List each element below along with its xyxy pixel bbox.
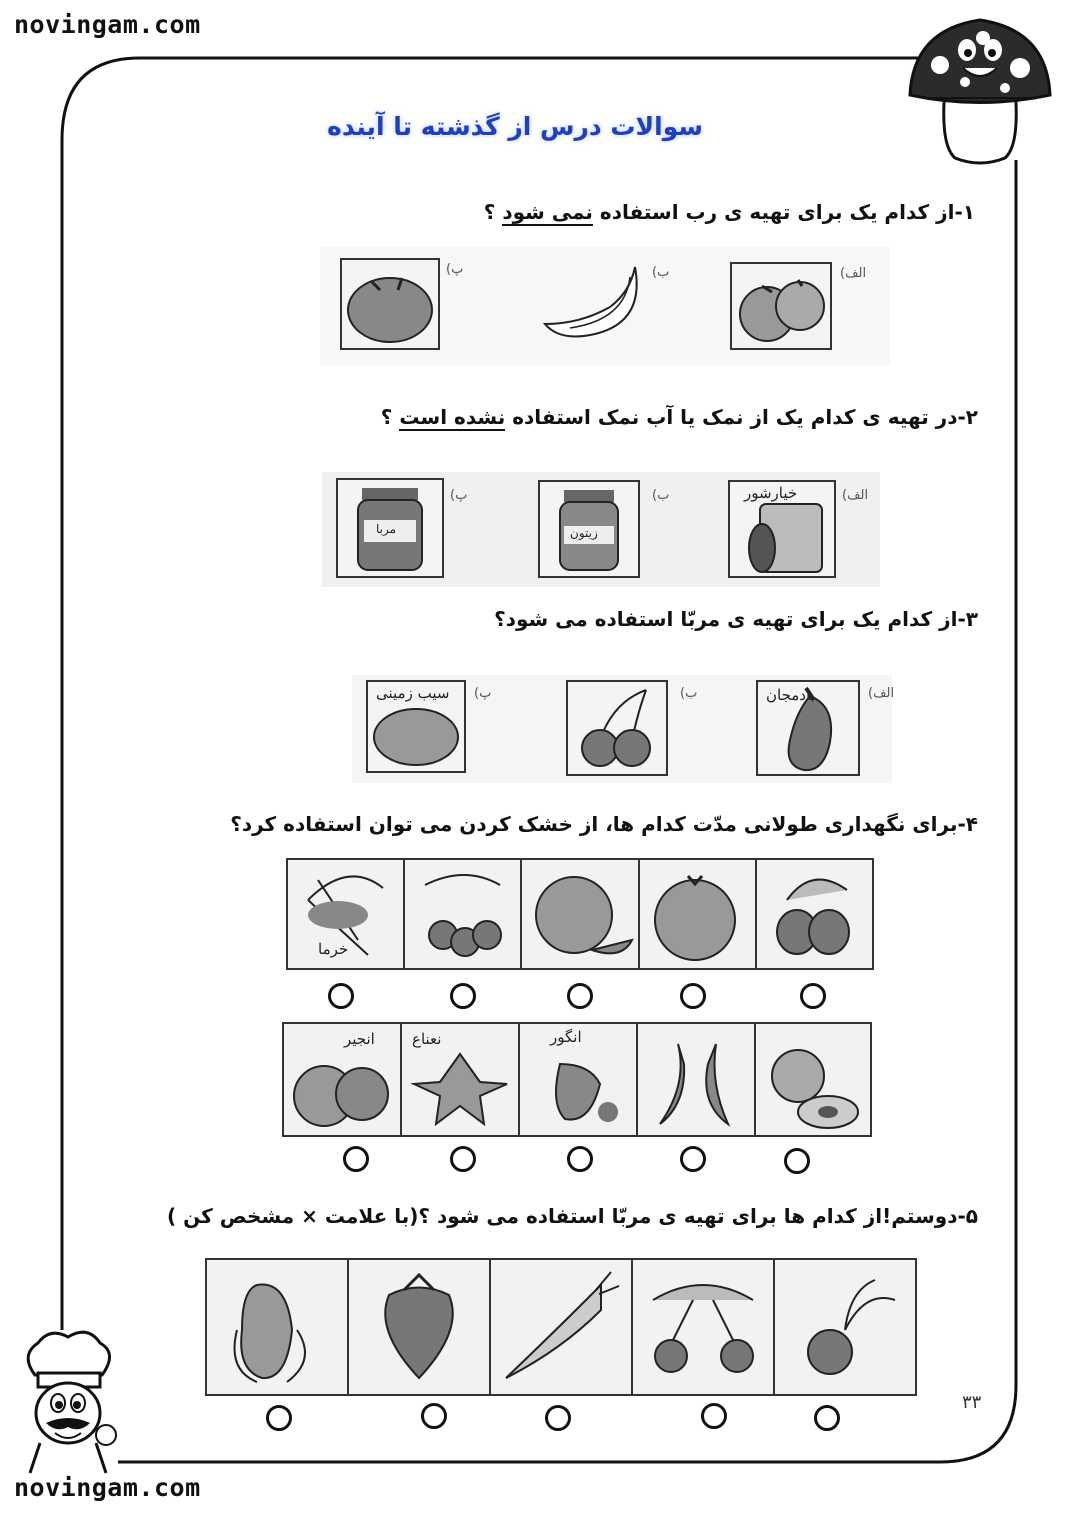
dry-item-1-caption: خرما: [318, 940, 349, 958]
question-1-underlined: نمی شود: [502, 200, 593, 224]
option-1-a-label: الف): [840, 266, 867, 281]
answer-circle-row2-3[interactable]: [567, 1146, 593, 1172]
option-3-a[interactable]: [756, 680, 860, 776]
question-5-text: دوستم!از کدام ها برای تهیه ی مربّا استفاده می شود ؟(با علامت × مشخص کن ): [167, 1204, 958, 1228]
answer-circle-q5-1[interactable]: [266, 1405, 292, 1431]
jam-item-4[interactable]: [631, 1260, 773, 1394]
question-2-mark: ؟: [380, 405, 393, 429]
question-4-number: ۴-: [957, 812, 978, 836]
pepper-icon: [638, 1024, 754, 1136]
dry-item-6-caption: انجیر: [344, 1030, 375, 1048]
dry-item-4[interactable]: [638, 860, 755, 968]
banana-icon: [540, 262, 645, 347]
watermelon-icon: [522, 860, 636, 968]
option-2-b-label: ب): [652, 488, 670, 503]
page-number: ۳۳: [962, 1392, 982, 1413]
jam-item-5[interactable]: [773, 1260, 915, 1394]
cherry-icon: [405, 860, 519, 968]
pomegranate-icon: [640, 860, 754, 968]
cherry-icon: [633, 1260, 771, 1392]
page-title: سوالات درس از گذشته تا آینده: [327, 112, 703, 141]
option-2-b[interactable]: [538, 480, 640, 578]
option-1-c-label: پ): [446, 262, 464, 277]
question-1-number: ۱-: [954, 200, 975, 224]
dry-item-7[interactable]: [400, 1024, 518, 1135]
question-4-row-1: [286, 858, 874, 970]
option-1-b-label: ب): [652, 265, 670, 280]
strawberry-icon: [757, 860, 871, 968]
question-2-number: ۲-: [957, 405, 978, 429]
question-5-row: [205, 1258, 917, 1396]
option-2-c-caption: مربا: [376, 522, 397, 536]
dry-item-7-caption: نعناع: [412, 1030, 442, 1048]
question-2: [381, 405, 978, 429]
question-5: [167, 1204, 978, 1228]
answer-circle-row1-4[interactable]: [680, 983, 706, 1009]
option-3-c[interactable]: [366, 680, 466, 773]
dry-item-3[interactable]: [520, 860, 637, 968]
answer-circle-q5-5[interactable]: [814, 1405, 840, 1431]
jam-item-1[interactable]: [207, 1260, 347, 1394]
option-3-b-label: ب): [680, 686, 698, 701]
fig-icon: [284, 1024, 400, 1136]
question-5-number: ۵-: [957, 1204, 978, 1228]
jam-item-2[interactable]: [347, 1260, 489, 1394]
corn-icon: [207, 1260, 345, 1392]
answer-circle-q5-2[interactable]: [421, 1403, 447, 1429]
option-3-b[interactable]: [566, 680, 668, 776]
answer-circle-row2-1[interactable]: [343, 1146, 369, 1172]
question-4-text: برای نگهداری طولانی مدّت کدام ها، از خشک کردن می توان استفاده کرد؟: [230, 812, 958, 836]
pomegranate-icon: [342, 260, 438, 348]
question-4-row-2: [282, 1022, 872, 1137]
site-watermark-bottom: novingam.com: [14, 1473, 201, 1502]
option-2-a-caption: خیارشور: [744, 484, 798, 502]
answer-circle-q5-4[interactable]: [701, 1403, 727, 1429]
option-3-a-caption: بادمجان: [766, 686, 815, 704]
dry-item-9[interactable]: [636, 1024, 754, 1135]
strawberry-icon: [349, 1260, 487, 1392]
option-3-a-label: الف): [868, 686, 895, 701]
dry-item-8-caption: انگور: [550, 1028, 582, 1046]
mushroom-icon: [905, 10, 1055, 165]
dry-item-10[interactable]: [754, 1024, 872, 1135]
answer-circle-row1-5[interactable]: [800, 983, 826, 1009]
cherry-icon: [568, 682, 666, 774]
answer-circle-row1-3[interactable]: [567, 983, 593, 1009]
option-1-b[interactable]: [540, 262, 645, 347]
answer-circle-row1-1[interactable]: [328, 983, 354, 1009]
question-1-text: از کدام یک برای تهیه ی رب استفاده: [599, 200, 955, 224]
option-2-a-label: الف): [842, 488, 869, 503]
option-2-b-caption: زیتون: [570, 526, 598, 540]
question-3: [494, 607, 978, 631]
tomato-icon: [732, 264, 830, 348]
option-3-c-caption: سیب زمینی: [376, 684, 450, 702]
dry-item-2[interactable]: [403, 860, 520, 968]
dry-item-6[interactable]: [284, 1024, 400, 1135]
answer-circle-q5-3[interactable]: [545, 1405, 571, 1431]
question-2-text: در تهیه ی کدام یک از نمک یا آب نمک استفاده: [512, 405, 958, 429]
dry-item-8[interactable]: [518, 1024, 636, 1135]
answer-circle-row2-4[interactable]: [680, 1146, 706, 1172]
option-3-c-label: پ): [474, 686, 492, 701]
question-4: [230, 812, 978, 836]
chef-icon: [10, 1325, 125, 1475]
dry-item-5[interactable]: [755, 860, 872, 968]
option-2-c[interactable]: [336, 478, 444, 578]
jam-item-3[interactable]: [489, 1260, 631, 1394]
radish-icon: [775, 1260, 913, 1392]
site-watermark-top: novingam.com: [14, 10, 201, 39]
answer-circle-row1-2[interactable]: [450, 983, 476, 1009]
option-2-c-label: پ): [450, 488, 468, 503]
dry-item-1[interactable]: [288, 860, 403, 968]
carrot-icon: [491, 1260, 629, 1392]
question-2-underlined: نشده است: [399, 405, 506, 429]
option-2-a[interactable]: [728, 480, 836, 578]
option-1-c[interactable]: [340, 258, 440, 350]
option-1-a[interactable]: [730, 262, 832, 350]
question-1-mark: ؟: [483, 200, 496, 224]
answer-circle-row2-5[interactable]: [784, 1148, 810, 1174]
question-1: [484, 200, 975, 224]
answer-circle-row2-2[interactable]: [450, 1146, 476, 1172]
question-3-number: ۳-: [957, 607, 978, 631]
peach-icon: [756, 1024, 872, 1136]
question-3-text: از کدام یک برای تهیه ی مربّا استفاده می شود؟: [494, 607, 958, 631]
